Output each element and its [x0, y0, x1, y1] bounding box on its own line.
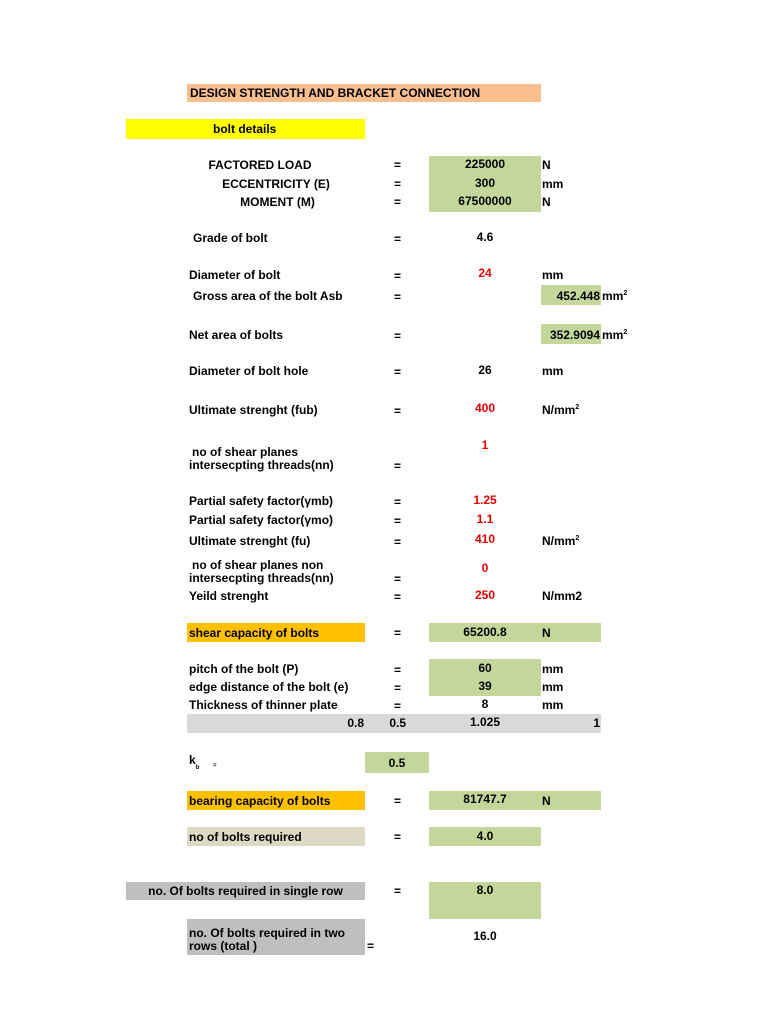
single-row-value: 8.0 — [476, 883, 494, 897]
eccentricity-label: ECCENTRICITY (E) — [222, 177, 330, 191]
hole-diameter-unit: mm — [542, 364, 564, 378]
gross-area-unit: $mm^2$ — [602, 289, 628, 303]
fy-label: Yeild strenght — [189, 589, 269, 603]
section-title: bolt details — [213, 122, 277, 136]
eq-sign: = — [394, 884, 402, 898]
eq-sign: = — [367, 939, 375, 953]
eq-sign: = — [394, 514, 402, 528]
eq-sign: = — [394, 365, 402, 379]
eq-sign: = — [394, 572, 402, 586]
grade-value: 4.6 — [476, 230, 494, 244]
two-rows-label-line1: no. Of bolts required in two — [189, 926, 345, 940]
eq-sign: = — [394, 232, 402, 246]
eq-sign: = — [394, 459, 402, 473]
diameter-value: 24 — [478, 266, 492, 280]
factored-load-label: FACTORED LOAD — [208, 158, 312, 172]
eq-sign: = — [394, 699, 402, 713]
fub-label: Ultimate strenght (fub) — [189, 403, 318, 417]
pitch-unit: mm — [542, 662, 564, 676]
gross-area-label: Gross area of the bolt Asb — [193, 289, 343, 303]
kb-value: 0.5 — [388, 756, 406, 770]
bearing-capacity-unit: N — [542, 794, 551, 808]
fu-label: Ultimate strenght (fu) — [189, 534, 311, 548]
nn-label-line1: no of shear planes — [192, 445, 299, 459]
hole-diameter-value: 26 — [478, 363, 492, 377]
hole-diameter-label: Diameter of bolt hole — [189, 364, 309, 378]
fu-value: 410 — [474, 532, 496, 546]
eq-sign: = — [394, 830, 402, 844]
kb-label: $k_b$ — [189, 753, 200, 771]
moment-label: MOMENT (M) — [240, 195, 315, 209]
kb-row-value-3: 1.025 — [469, 715, 501, 729]
eq-sign: = — [394, 269, 402, 283]
page-title: DESIGN STRENGTH AND BRACKET CONNECTION — [190, 86, 481, 100]
eq-sign: = — [394, 329, 402, 343]
bearing-capacity-label: bearing capacity of bolts — [189, 794, 331, 808]
thickness-label: Thickness of thinner plate — [189, 698, 338, 712]
shear-capacity-label: shear capacity of bolts — [189, 626, 320, 640]
kb-row-value-4: 1 — [593, 716, 600, 730]
eq-sign: = — [394, 495, 402, 509]
edge-unit: mm — [542, 680, 564, 694]
two-rows-label-line2: rows (total ) — [189, 939, 257, 953]
gamma-mb-label: Partial safety factor(γmb) — [189, 494, 334, 508]
shear-capacity-value: 65200.8 — [463, 625, 507, 639]
pitch-label: pitch of the bolt (P) — [189, 662, 299, 676]
eq-sign: = — [394, 794, 402, 808]
thickness-unit: mm — [542, 698, 564, 712]
moment-unit: N — [542, 195, 551, 209]
bolts-required-value: 4.0 — [476, 829, 494, 843]
net-area-unit: $mm^2$ — [602, 328, 628, 342]
moment-value: 67500000 — [458, 194, 512, 208]
kb-sub-eq: = — [213, 763, 217, 769]
net-area-value: 352.9094 — [549, 328, 600, 342]
edge-label: edge distance of the bolt (e) — [189, 680, 349, 694]
two-rows-value: 16.0 — [473, 929, 497, 943]
fy-value: 250 — [474, 588, 496, 602]
ns-label-line2: intersecpting threads(nn) — [189, 571, 334, 585]
kb-row-value-1: 0.8 — [347, 716, 364, 730]
grade-label: Grade of bolt — [193, 231, 268, 245]
eccentricity-value: 300 — [474, 176, 496, 190]
bolts-required-label: no of bolts required — [189, 830, 302, 844]
nn-value: 1 — [481, 438, 489, 452]
gamma-mo-label: Partial safety factor(γmo) — [189, 513, 334, 527]
nn-label-line2: intersecpting threads(nn) — [189, 458, 334, 472]
ns-value: 0 — [481, 561, 489, 575]
fy-unit: N/mm2 — [542, 589, 583, 603]
eq-sign: = — [394, 663, 402, 677]
pitch-value: 60 — [478, 661, 492, 675]
eq-sign: = — [394, 535, 402, 549]
eq-sign: = — [394, 195, 402, 209]
factored-load-value: 225000 — [464, 157, 506, 171]
factored-load-unit: N — [542, 158, 551, 172]
single-row-label: no. Of bolts required in single row — [148, 884, 343, 898]
diameter-unit: mm — [542, 268, 564, 282]
bearing-capacity-value: 81747.7 — [463, 792, 507, 806]
gamma-mo-value: 1.1 — [476, 512, 494, 526]
diameter-label: Diameter of bolt — [189, 268, 281, 282]
eq-sign: = — [394, 158, 402, 172]
eq-sign: = — [394, 177, 402, 191]
gross-area-value: 452.448 — [556, 289, 600, 303]
gamma-mb-value: 1.25 — [473, 493, 497, 507]
eccentricity-unit: mm — [542, 177, 564, 191]
fub-unit: $N/mm^2$ — [542, 403, 580, 417]
eq-sign: = — [394, 681, 402, 695]
fub-value: 400 — [474, 401, 496, 415]
eq-sign: = — [394, 404, 402, 418]
edge-value: 39 — [478, 679, 492, 693]
thickness-value: 8 — [481, 697, 489, 711]
eq-sign: = — [394, 626, 402, 640]
fu-unit: $N/mm^2$ — [542, 534, 580, 548]
ns-label-line1: no of shear planes non — [192, 558, 324, 572]
kb-row-value-2: 0.5 — [389, 716, 406, 730]
net-area-label: Net area of bolts — [189, 328, 284, 342]
shear-capacity-unit: N — [542, 626, 551, 640]
eq-sign: = — [394, 590, 402, 604]
eq-sign: = — [394, 290, 402, 304]
